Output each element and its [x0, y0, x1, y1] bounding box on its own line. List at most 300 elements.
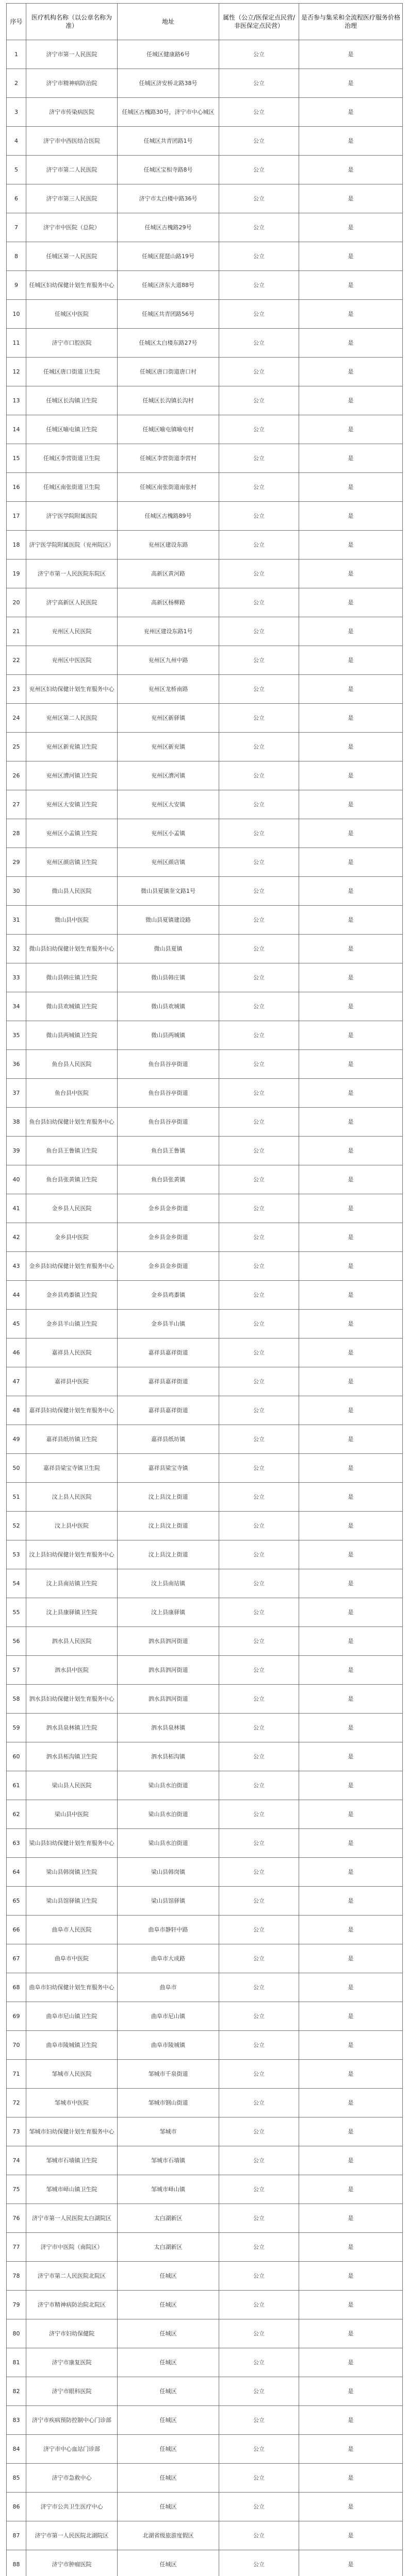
- institution-address: 鱼台县谷亭街道: [118, 1050, 219, 1079]
- participation-flag: 是: [299, 473, 403, 502]
- row-index: 48: [7, 1396, 26, 1425]
- row-index: 9: [7, 271, 26, 300]
- table-header-row: [7, 4, 403, 40]
- institution-name: 兖州区人民医院: [26, 617, 118, 646]
- table-row: [7, 617, 403, 646]
- institution-name: 泗水县柘沟镇卫生院: [26, 1742, 118, 1771]
- participation-flag: 是: [299, 1656, 403, 1685]
- row-index: 37: [7, 1079, 26, 1108]
- row-index: 6: [7, 184, 26, 213]
- institution-attribute: 公立: [219, 2031, 299, 2060]
- table-row: [7, 790, 403, 819]
- institution-name: 任城区第一人民医院: [26, 242, 118, 271]
- institution-address: 任城区: [118, 2319, 219, 2348]
- institution-attribute: 公立: [219, 588, 299, 617]
- institution-name: 济宁市疾病预防控制中心门诊部: [26, 2406, 118, 2435]
- institution-attribute: 公立: [219, 1367, 299, 1396]
- row-index: 57: [7, 1656, 26, 1685]
- institution-address: 任城区健康路6号: [118, 40, 219, 69]
- institution-attribute: 公立: [219, 2348, 299, 2377]
- table-row: [7, 1310, 403, 1338]
- institution-attribute: 公立: [219, 704, 299, 733]
- institution-address: 任城区: [118, 2291, 219, 2319]
- table-row: [7, 1338, 403, 1367]
- institution-address: 高新区杨柳路: [118, 588, 219, 617]
- participation-flag: 是: [299, 877, 403, 906]
- institution-attribute: 公立: [219, 1973, 299, 2002]
- institution-name: 微山县欢城镇卫生院: [26, 992, 118, 1021]
- institution-attribute: 公立: [219, 1829, 299, 1858]
- participation-flag: 是: [299, 1021, 403, 1050]
- row-index: 16: [7, 473, 26, 502]
- row-index: 42: [7, 1223, 26, 1252]
- header-address: 地址: [118, 4, 219, 40]
- row-index: 87: [7, 2521, 26, 2550]
- participation-flag: 是: [299, 1512, 403, 1540]
- institution-attribute: 公立: [219, 2435, 299, 2464]
- institution-address: 微山县夏镇奎文路1号: [118, 877, 219, 906]
- row-index: 70: [7, 2031, 26, 2060]
- table-row: [7, 761, 403, 790]
- participation-flag: 是: [299, 560, 403, 588]
- participation-flag: 是: [299, 1944, 403, 1973]
- institution-attribute: 公立: [219, 1742, 299, 1771]
- institution-name: 济宁市第一人民医院东院区: [26, 560, 118, 588]
- institution-attribute: 公立: [219, 1281, 299, 1310]
- institution-attribute: 公立: [219, 1887, 299, 1916]
- institution-attribute: 公立: [219, 300, 299, 329]
- institution-name: 济宁市公共卫生医疗中心: [26, 2493, 118, 2521]
- institution-name: 任城区南张街道卫生院: [26, 473, 118, 502]
- institution-attribute: 公立: [219, 1656, 299, 1685]
- row-index: 15: [7, 444, 26, 473]
- row-index: 32: [7, 935, 26, 963]
- institution-address: 嘉祥县梁宝寺镇: [118, 1454, 219, 1483]
- row-index: 1: [7, 40, 26, 69]
- participation-flag: 是: [299, 1050, 403, 1079]
- institution-attribute: 公立: [219, 1512, 299, 1540]
- table-row: [7, 2377, 403, 2406]
- institution-name: 济宁市精神病防治院: [26, 69, 118, 98]
- institution-address: 邹城市钢山街道: [118, 2089, 219, 2117]
- participation-flag: 是: [299, 415, 403, 444]
- institution-address: 嘉祥县纸坊镇: [118, 1425, 219, 1454]
- table-row: [7, 1512, 403, 1540]
- institution-attribute: 公立: [219, 1252, 299, 1281]
- institution-address: 高新区黄河路: [118, 560, 219, 588]
- institution-attribute: 公立: [219, 2262, 299, 2291]
- table-row: [7, 1973, 403, 2002]
- institution-name: 济宁市精神病防治院北院区: [26, 2291, 118, 2319]
- institution-address: 汶上县南站镇: [118, 1569, 219, 1598]
- header-attribute: 属性（公立/医保定点民营/非医保定点民营）: [219, 4, 299, 40]
- institution-name: 曲阜市陵城镇卫生院: [26, 2031, 118, 2060]
- table-row: [7, 819, 403, 848]
- table-row: [7, 1050, 403, 1079]
- institution-name: 兖州区颜店镇卫生院: [26, 848, 118, 877]
- institution-address: 金乡县金乡街道: [118, 1194, 219, 1223]
- row-index: 50: [7, 1454, 26, 1483]
- participation-flag: 是: [299, 1194, 403, 1223]
- table-row: [7, 69, 403, 98]
- participation-flag: 是: [299, 2348, 403, 2377]
- table-row: [7, 2464, 403, 2493]
- institution-address: 金乡县羊山镇: [118, 1310, 219, 1338]
- institution-attribute: 公立: [219, 963, 299, 992]
- row-index: 45: [7, 1310, 26, 1338]
- institution-address: 任城区共青团路56号: [118, 300, 219, 329]
- institution-name: 兖州区妇幼保健计划生育服务中心: [26, 675, 118, 704]
- institution-address: 兖州区新驿镇: [118, 704, 219, 733]
- institution-attribute: 公立: [219, 2291, 299, 2319]
- institution-name: 济宁医学院附属医院（兖州院区）: [26, 531, 118, 560]
- institution-name: 鱼台县人民医院: [26, 1050, 118, 1079]
- table-row: [7, 1916, 403, 1944]
- institution-attribute: 公立: [219, 1569, 299, 1598]
- institution-name: 微山县妇幼保健计划生育服务中心: [26, 935, 118, 963]
- institution-address: 微山县夏镇: [118, 935, 219, 963]
- institution-address: 泗水县泗河街道: [118, 1627, 219, 1656]
- row-index: 25: [7, 733, 26, 761]
- institution-name: 金乡县人民医院: [26, 1194, 118, 1223]
- table-row: [7, 2089, 403, 2117]
- institution-address: 北湖省级旅游度假区: [118, 2521, 219, 2550]
- institution-name: 微山县人民医院: [26, 877, 118, 906]
- table-row: [7, 1367, 403, 1396]
- institution-name: 济宁市中西医结合医院: [26, 127, 118, 156]
- institution-address: 曲阜市陵城镇: [118, 2031, 219, 2060]
- table-row: [7, 935, 403, 963]
- participation-flag: 是: [299, 2175, 403, 2204]
- institution-attribute: 公立: [219, 1310, 299, 1338]
- institution-attribute: 公立: [219, 848, 299, 877]
- table-row: [7, 1569, 403, 1598]
- row-index: 59: [7, 1714, 26, 1742]
- table-row: [7, 1137, 403, 1165]
- table-row: [7, 1714, 403, 1742]
- institution-address: 任城区南张街道南张村: [118, 473, 219, 502]
- institution-attribute: 公立: [219, 2060, 299, 2089]
- institution-address: 泗水县泗河街道: [118, 1656, 219, 1685]
- row-index: 88: [7, 2550, 26, 2576]
- institution-address: 任城区太白楼东路27号: [118, 329, 219, 358]
- institution-name: 济宁市第二人民医院北院区: [26, 2262, 118, 2291]
- participation-flag: 是: [299, 1338, 403, 1367]
- institution-attribute: 公立: [219, 1800, 299, 1829]
- row-index: 33: [7, 963, 26, 992]
- table-row: [7, 2204, 403, 2233]
- row-index: 14: [7, 415, 26, 444]
- institution-name: 微山县中医院: [26, 906, 118, 935]
- institution-attribute: 公立: [219, 2146, 299, 2175]
- institution-name: 济宁市口腔医院: [26, 329, 118, 358]
- participation-flag: 是: [299, 675, 403, 704]
- institution-attribute: 公立: [219, 1079, 299, 1108]
- table-row: [7, 1627, 403, 1656]
- institution-name: 兖州区漕河镇卫生院: [26, 761, 118, 790]
- institution-name: 泗水县妇幼保健计划生育服务中心: [26, 1685, 118, 1714]
- institution-address: 兖州区颜店镇: [118, 848, 219, 877]
- participation-flag: 是: [299, 2233, 403, 2262]
- institution-address: 梁山县水泊街道: [118, 1771, 219, 1800]
- institution-address: 任城区喻屯镇喻屯村: [118, 415, 219, 444]
- institution-address: 兖州区大安镇: [118, 790, 219, 819]
- row-index: 54: [7, 1569, 26, 1598]
- table-row: [7, 2406, 403, 2435]
- row-index: 27: [7, 790, 26, 819]
- institution-address: 微山县韩庄镇: [118, 963, 219, 992]
- participation-flag: 是: [299, 1598, 403, 1627]
- institution-address: 任城区: [118, 2464, 219, 2493]
- row-index: 73: [7, 2117, 26, 2146]
- institution-address: 鱼台县张黄镇: [118, 1165, 219, 1194]
- table-row: [7, 1771, 403, 1800]
- table-row: [7, 444, 403, 473]
- institution-address: 梁山县馆驿镇: [118, 1887, 219, 1916]
- institution-name: 任城区喻屯镇卫生院: [26, 415, 118, 444]
- institution-attribute: 公立: [219, 2377, 299, 2406]
- participation-flag: 是: [299, 2031, 403, 2060]
- table-row: [7, 2493, 403, 2521]
- institution-attribute: 公立: [219, 761, 299, 790]
- institution-address: 金乡县金乡街道: [118, 1223, 219, 1252]
- row-index: 43: [7, 1252, 26, 1281]
- participation-flag: 是: [299, 1858, 403, 1887]
- table-row: [7, 877, 403, 906]
- institution-name: 邹城市人民医院: [26, 2060, 118, 2089]
- row-index: 82: [7, 2377, 26, 2406]
- table-row: [7, 2435, 403, 2464]
- row-index: 18: [7, 531, 26, 560]
- institution-name: 汶上县人民医院: [26, 1483, 118, 1512]
- participation-flag: 是: [299, 1800, 403, 1829]
- institution-attribute: 公立: [219, 242, 299, 271]
- institution-address: 兖州区新兖镇: [118, 733, 219, 761]
- institution-address: 微山县两城镇: [118, 1021, 219, 1050]
- institution-name: 曲阜市尼山镇卫生院: [26, 2002, 118, 2031]
- participation-flag: 是: [299, 184, 403, 213]
- participation-flag: 是: [299, 848, 403, 877]
- row-index: 56: [7, 1627, 26, 1656]
- institution-name: 济宁市第二人民医院: [26, 156, 118, 184]
- institution-attribute: 公立: [219, 69, 299, 98]
- participation-flag: 是: [299, 213, 403, 242]
- institution-attribute: 公立: [219, 1916, 299, 1944]
- participation-flag: 是: [299, 1252, 403, 1281]
- institution-address: 鱼台县谷亭街道: [118, 1079, 219, 1108]
- institution-attribute: 公立: [219, 819, 299, 848]
- table-row: [7, 704, 403, 733]
- header-index: 序号: [7, 4, 26, 40]
- institution-name: 梁山县中医院: [26, 1800, 118, 1829]
- institution-name: 微山县两城镇卫生院: [26, 1021, 118, 1050]
- institution-attribute: 公立: [219, 415, 299, 444]
- table-row: [7, 2521, 403, 2550]
- institution-address: 任城区: [118, 2377, 219, 2406]
- table-row: [7, 329, 403, 358]
- institution-address: 兖州区漕河镇: [118, 761, 219, 790]
- institution-attribute: 公立: [219, 2002, 299, 2031]
- participation-flag: 是: [299, 98, 403, 127]
- participation-flag: 是: [299, 1887, 403, 1916]
- institution-attribute: 公立: [219, 1598, 299, 1627]
- table-row: [7, 184, 403, 213]
- participation-flag: 是: [299, 2002, 403, 2031]
- institution-address: 任城区: [118, 2348, 219, 2377]
- row-index: 24: [7, 704, 26, 733]
- institution-address: 任城区: [118, 2550, 219, 2576]
- institution-address: 任城区李营街道李营村: [118, 444, 219, 473]
- institution-attribute: 公立: [219, 2089, 299, 2117]
- institution-attribute: 公立: [219, 1396, 299, 1425]
- participation-flag: 是: [299, 2464, 403, 2493]
- institution-attribute: 公立: [219, 2319, 299, 2348]
- table-row: [7, 1483, 403, 1512]
- institution-address: 曲阜市静轩中路: [118, 1916, 219, 1944]
- institution-address: 嘉祥县嘉祥街道: [118, 1338, 219, 1367]
- row-index: 79: [7, 2291, 26, 2319]
- participation-flag: 是: [299, 963, 403, 992]
- institution-attribute: 公立: [219, 444, 299, 473]
- row-index: 3: [7, 98, 26, 127]
- table-row: [7, 963, 403, 992]
- table-row: [7, 502, 403, 531]
- participation-flag: 是: [299, 1483, 403, 1512]
- table-row: [7, 1858, 403, 1887]
- participation-flag: 是: [299, 819, 403, 848]
- institution-address: 泗水县泗河街道: [118, 1685, 219, 1714]
- institution-name: 梁山县韩岗镇卫生院: [26, 1858, 118, 1887]
- participation-flag: 是: [299, 1367, 403, 1396]
- institution-name: 济宁市肿瘤医院: [26, 2550, 118, 2576]
- institution-attribute: 公立: [219, 790, 299, 819]
- participation-flag: 是: [299, 386, 403, 415]
- institution-name: 济宁市第一人民医院: [26, 40, 118, 69]
- row-index: 71: [7, 2060, 26, 2089]
- table-row: [7, 415, 403, 444]
- table-row: [7, 242, 403, 271]
- institution-address: 任城区古槐路30号，济宁市中心城区: [118, 98, 219, 127]
- institution-name: 鱼台县妇幼保健计划生育服务中心: [26, 1108, 118, 1137]
- row-index: 41: [7, 1194, 26, 1223]
- row-index: 30: [7, 877, 26, 906]
- participation-flag: 是: [299, 1973, 403, 2002]
- participation-flag: 是: [299, 1108, 403, 1137]
- institution-address: 梁山县韩岗镇: [118, 1858, 219, 1887]
- table-body: [7, 40, 403, 2576]
- row-index: 8: [7, 242, 26, 271]
- table-row: [7, 2262, 403, 2291]
- row-index: 77: [7, 2233, 26, 2262]
- institution-attribute: 公立: [219, 2550, 299, 2576]
- header-participation: 是否参与集采和全流程医疗服务价格治理: [299, 4, 403, 40]
- table-row: [7, 98, 403, 127]
- row-index: 34: [7, 992, 26, 1021]
- table-row: [7, 2175, 403, 2204]
- institution-name: 济宁市妇幼保健院: [26, 2319, 118, 2348]
- institution-name: 梁山县馆驿镇卫生院: [26, 1887, 118, 1916]
- participation-flag: 是: [299, 1137, 403, 1165]
- row-index: 63: [7, 1829, 26, 1858]
- participation-flag: 是: [299, 1714, 403, 1742]
- institution-name: 鱼台县王鲁镇卫生院: [26, 1137, 118, 1165]
- participation-flag: 是: [299, 1540, 403, 1569]
- institution-attribute: 公立: [219, 1338, 299, 1367]
- participation-flag: 是: [299, 2262, 403, 2291]
- table-row: [7, 1079, 403, 1108]
- table-row: [7, 1800, 403, 1829]
- institution-attribute: 公立: [219, 127, 299, 156]
- institution-attribute: 公立: [219, 2493, 299, 2521]
- institution-address: 太白湖新区: [118, 2204, 219, 2233]
- institution-name: 兖州区中医医院: [26, 646, 118, 675]
- institution-attribute: 公立: [219, 877, 299, 906]
- row-index: 83: [7, 2406, 26, 2435]
- institution-name: 济宁市康复医院: [26, 2348, 118, 2377]
- institution-name: 济宁市第一人民医院北湖院区: [26, 2521, 118, 2550]
- institution-name: 汶上县南站镇卫生院: [26, 1569, 118, 1598]
- table-row: [7, 1656, 403, 1685]
- participation-flag: 是: [299, 1223, 403, 1252]
- table-row: [7, 2291, 403, 2319]
- table-row: [7, 1165, 403, 1194]
- participation-flag: 是: [299, 906, 403, 935]
- table-row: [7, 1742, 403, 1771]
- row-index: 29: [7, 848, 26, 877]
- row-index: 60: [7, 1742, 26, 1771]
- institution-address: 兖州区小孟镇: [118, 819, 219, 848]
- institution-attribute: 公立: [219, 213, 299, 242]
- institution-address: 任城区: [118, 2493, 219, 2521]
- row-index: 62: [7, 1800, 26, 1829]
- table-row: [7, 560, 403, 588]
- participation-flag: 是: [299, 2291, 403, 2319]
- institution-attribute: 公立: [219, 935, 299, 963]
- institution-address: 任城区唐口街道唐口村: [118, 358, 219, 386]
- institution-name: 济宁市中医院（总院）: [26, 213, 118, 242]
- institution-address: 鱼台县王鲁镇: [118, 1137, 219, 1165]
- institution-name: 济宁市第一人民医院太白湖院区: [26, 2204, 118, 2233]
- institution-attribute: 公立: [219, 617, 299, 646]
- institution-address: 任城区济东大道88号: [118, 271, 219, 300]
- institution-name: 邹城市石墙镇卫生院: [26, 2146, 118, 2175]
- table-row: [7, 1454, 403, 1483]
- institution-attribute: 公立: [219, 1108, 299, 1137]
- institution-address: 梁山县水泊街道: [118, 1800, 219, 1829]
- institution-name: 汶上县妇幼保健计划生育服务中心: [26, 1540, 118, 1569]
- institution-attribute: 公立: [219, 156, 299, 184]
- row-index: 2: [7, 69, 26, 98]
- row-index: 81: [7, 2348, 26, 2377]
- institution-address: 邹城市峄山镇: [118, 2175, 219, 2204]
- participation-flag: 是: [299, 40, 403, 69]
- institution-attribute: 公立: [219, 2204, 299, 2233]
- institution-name: 鱼台县张黄镇卫生院: [26, 1165, 118, 1194]
- participation-flag: 是: [299, 733, 403, 761]
- row-index: 26: [7, 761, 26, 790]
- participation-flag: 是: [299, 935, 403, 963]
- institution-attribute: 公立: [219, 2521, 299, 2550]
- institution-name: 鱼台县中医院: [26, 1079, 118, 1108]
- table-row: [7, 2348, 403, 2377]
- institution-attribute: 公立: [219, 386, 299, 415]
- institution-attribute: 公立: [219, 1771, 299, 1800]
- participation-flag: 是: [299, 2521, 403, 2550]
- institution-attribute: 公立: [219, 560, 299, 588]
- row-index: 22: [7, 646, 26, 675]
- institution-attribute: 公立: [219, 1425, 299, 1454]
- participation-flag: 是: [299, 1165, 403, 1194]
